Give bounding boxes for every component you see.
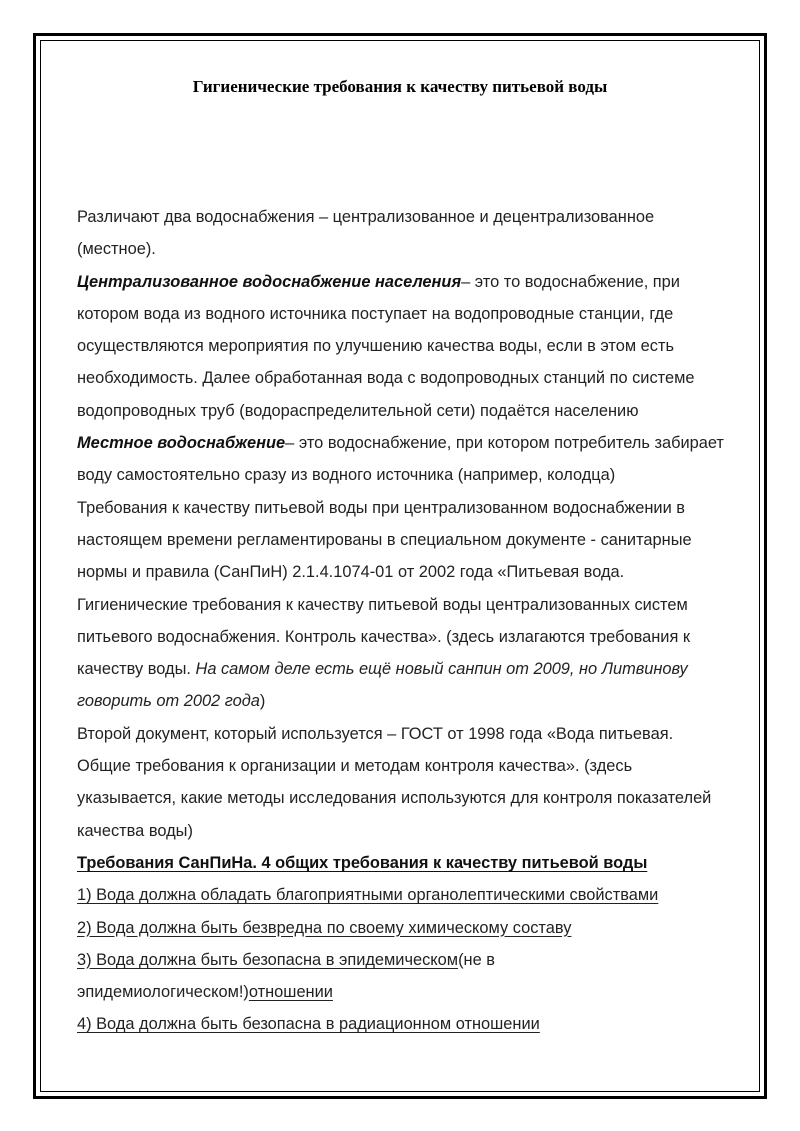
requirement-2: 2) Вода должна быть безвредна по своему химическому составу — [77, 918, 572, 937]
paragraph-local — [77, 427, 729, 492]
paragraph-water-supply-types: Различают два водоснабжения – централизованное и децентрализованное (местное). — [77, 208, 655, 259]
document-title: Гигиенические требования к качеству питьевой воды — [192, 77, 608, 96]
term-local: Местное водоснабжение — [77, 434, 286, 453]
sanpin-close: ) — [259, 692, 266, 711]
paragraph-sanpin — [77, 492, 729, 718]
term-centralized: Централизованное водоснабжение населения — [77, 272, 462, 291]
paragraph-gost: Второй документ, который используется – ГОСТ от 1998 года «Вода питьевая. Общие требования к организации и методам контроля качества». (здесь указывается, какие методы исследования используются для контроля показателей качества воды) — [77, 724, 712, 840]
definition-centralized: – это то водоснабжение, при котором вода из водного источника поступает на водопроводные станции, где осуществляются мероприятия по улучшению качества воды, если в этом есть необходимость. Далее обработанная вода с водопроводных станций по системе водопроводных труб (водораспределительной сети) подаётся населению — [77, 272, 695, 420]
requirement-1: 1) Вода должна обладать благоприятными органолептическими свойствами — [77, 886, 659, 905]
definition-local: – это водоснабжение, при котором потребитель забирает воду самостоятельно сразу из водного источника (например, колодца) — [77, 434, 724, 485]
paragraph-centralized — [77, 266, 729, 427]
requirement-3: 3) Вода должна быть безопасна в эпидемическом(не в эпидемиологическом!)отношении — [77, 950, 495, 1002]
requirement-4: 4) Вода должна быть безопасна в радиационном отношении — [77, 1015, 540, 1034]
document-body — [77, 201, 729, 1041]
sanpin-note: На самом деле есть ещё новый санпин от 2009, но Литвинову говорить от 2002 года — [77, 660, 688, 711]
requirements-heading: Требования СанПиНа. 4 общих требования к качеству питьевой воды — [77, 853, 648, 872]
sanpin-text: Требования к качеству питьевой воды при централизованном водоснабжении в настоящем времени регламентированы в специальном документе - санитарные нормы и правила (СанПиН) 2.1.4.1074-01 от 2002 года «Питьевая вода. Гигиенические требования к качеству питьевой воды централизованных систем питьевого водоснабжения. Контроль качества». (здесь излагаются требования к качеству воды. — [77, 498, 692, 679]
